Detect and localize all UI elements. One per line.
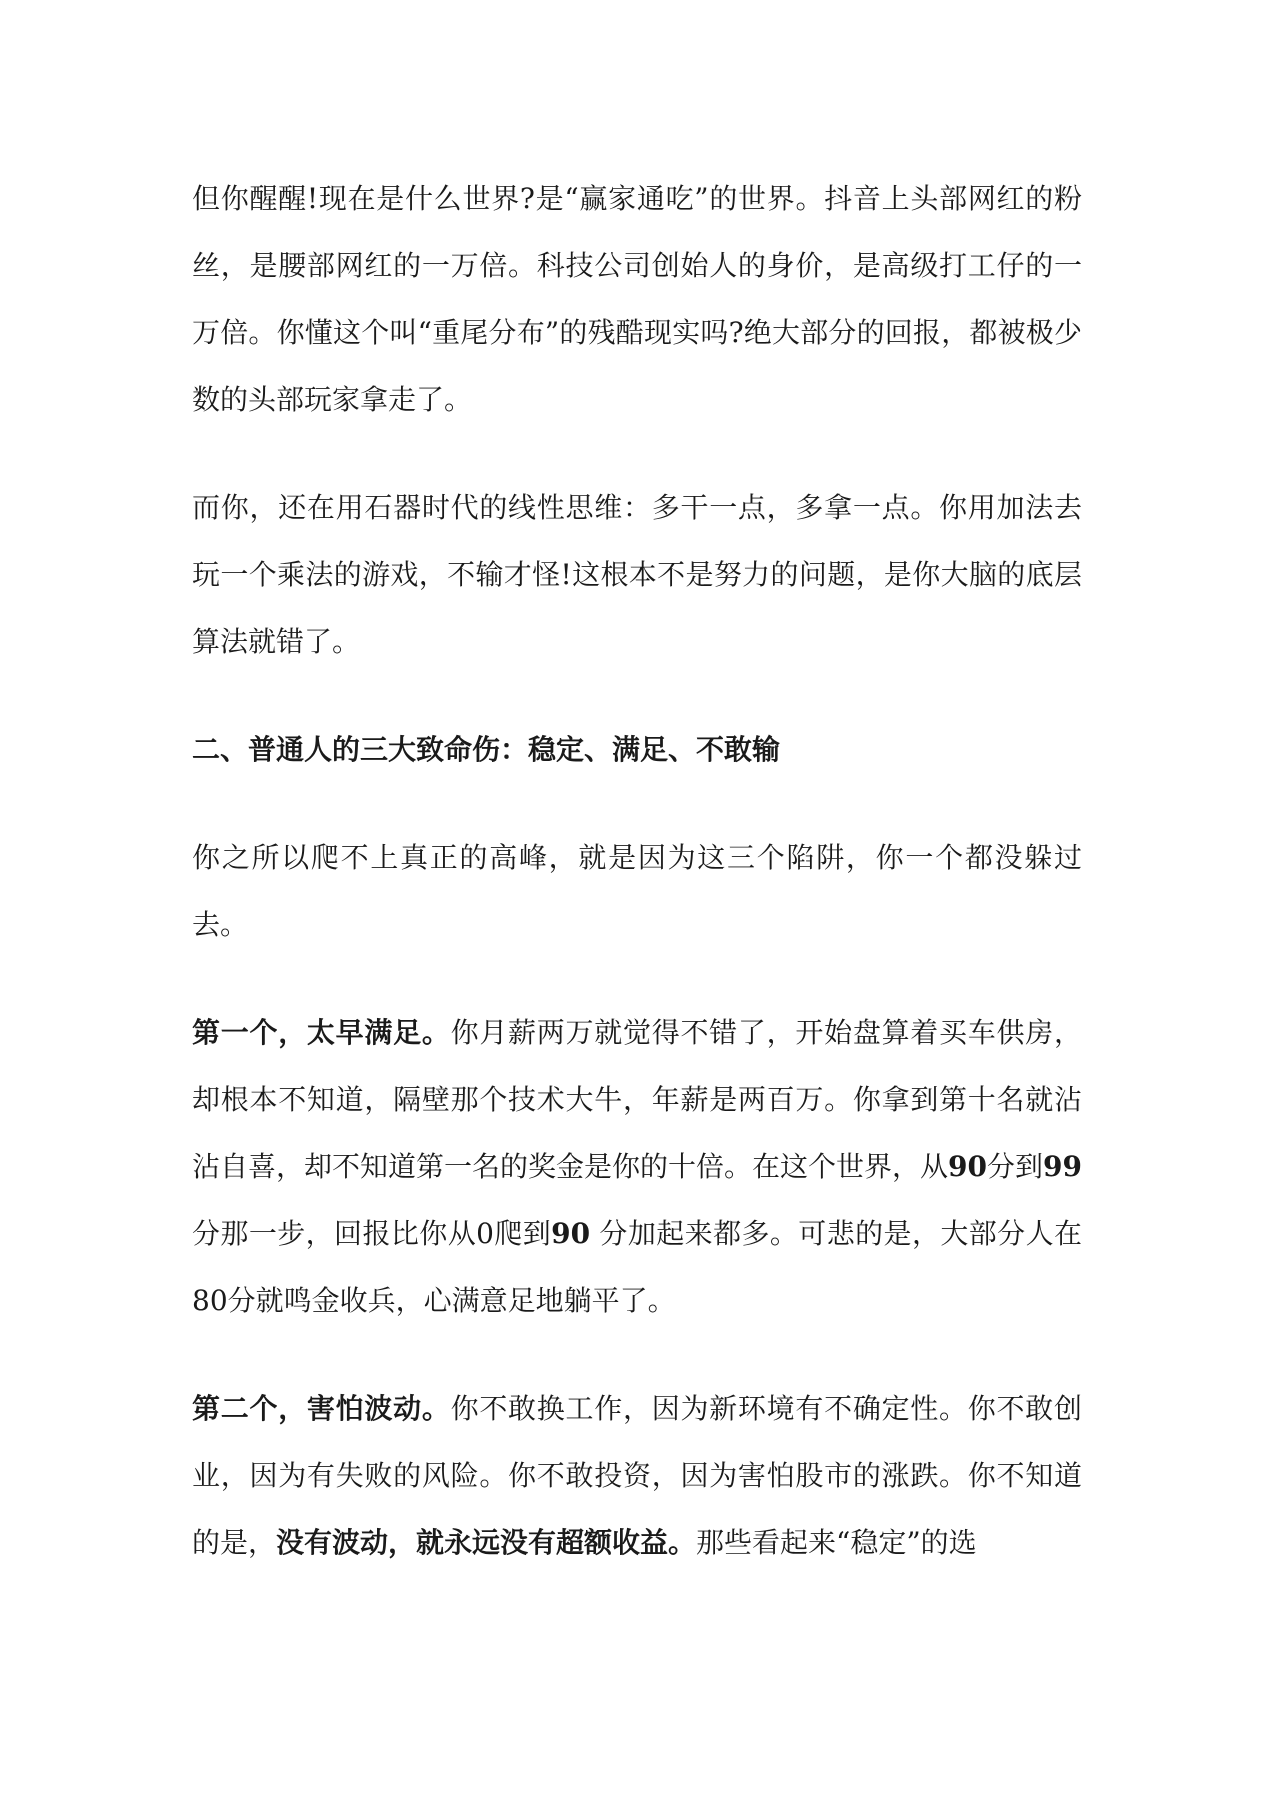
- paragraph-linear-thinking: [192, 474, 1082, 675]
- first-trap-text-3: 分那一步，回报比你从0爬到: [192, 1217, 552, 1250]
- second-trap-lead: 第二个，害怕波动。: [192, 1392, 451, 1425]
- second-trap-text-2: 那些看起来“稳定”的选: [696, 1526, 977, 1559]
- first-trap-number-99: 99: [1043, 1150, 1082, 1183]
- section-heading: [192, 716, 1082, 783]
- paragraph-text: 而你，还在用石器时代的线性思维：多干一点，多拿一点。你用加法去玩一个乘法的游戏，不输才怪!这根本不是努力的问题，是你大脑的底层算法就错了。: [192, 491, 1082, 658]
- first-trap-text-4: 分加起来都多。可悲的是，大部分人在80分就鸣金收兵，心满意足地躺平了。: [192, 1217, 1082, 1317]
- first-trap-lead: 第一个，太早满足。: [192, 1016, 451, 1049]
- first-trap-text-2: 分到: [987, 1150, 1044, 1183]
- paragraph-winner-takes-all: [192, 165, 1082, 433]
- heading-text: 二、普通人的三大致命伤：稳定、满足、不敢输: [192, 733, 781, 766]
- document-body: [192, 165, 1082, 1617]
- paragraph-first-trap: [192, 999, 1082, 1334]
- first-trap-number-90-b: 90: [551, 1217, 591, 1250]
- first-trap-number-90: 90: [948, 1150, 988, 1183]
- paragraph-three-traps: [192, 824, 1082, 958]
- paragraph-text: 你之所以爬不上真正的高峰，就是因为这三个陷阱，你一个都没躲过去。: [192, 841, 1082, 941]
- first-trap-text-1: 你月薪两万就觉得不错了，开始盘算着买车供房，却根本不知道，隔壁那个技术大牛，年薪是两百万。你拿到第十名就沾沾自喜，却不知道第一名的奖金是你的十倍。在这个世界，从: [192, 1016, 1082, 1183]
- second-trap-emphasis: 没有波动，就永远没有超额收益。: [276, 1526, 697, 1559]
- paragraph-second-trap: [192, 1375, 1082, 1576]
- paragraph-text: 但你醒醒!现在是什么世界?是“赢家通吃”的世界。抖音上头部网红的粉丝，是腰部网红的一万倍。科技公司创始人的身价，是高级打工仔的一万倍。你懂这个叫“重尾分布”的残酷现实吗?绝大部分的回报，都被极少数的头部玩家拿走了。: [192, 182, 1082, 416]
- second-trap-text-1: 你不敢换工作，因为新环境有不确定性。你不敢创业，因为有失败的风险。你不敢投资，因为害怕股市的涨跌。你不知道的是，: [192, 1392, 1082, 1559]
